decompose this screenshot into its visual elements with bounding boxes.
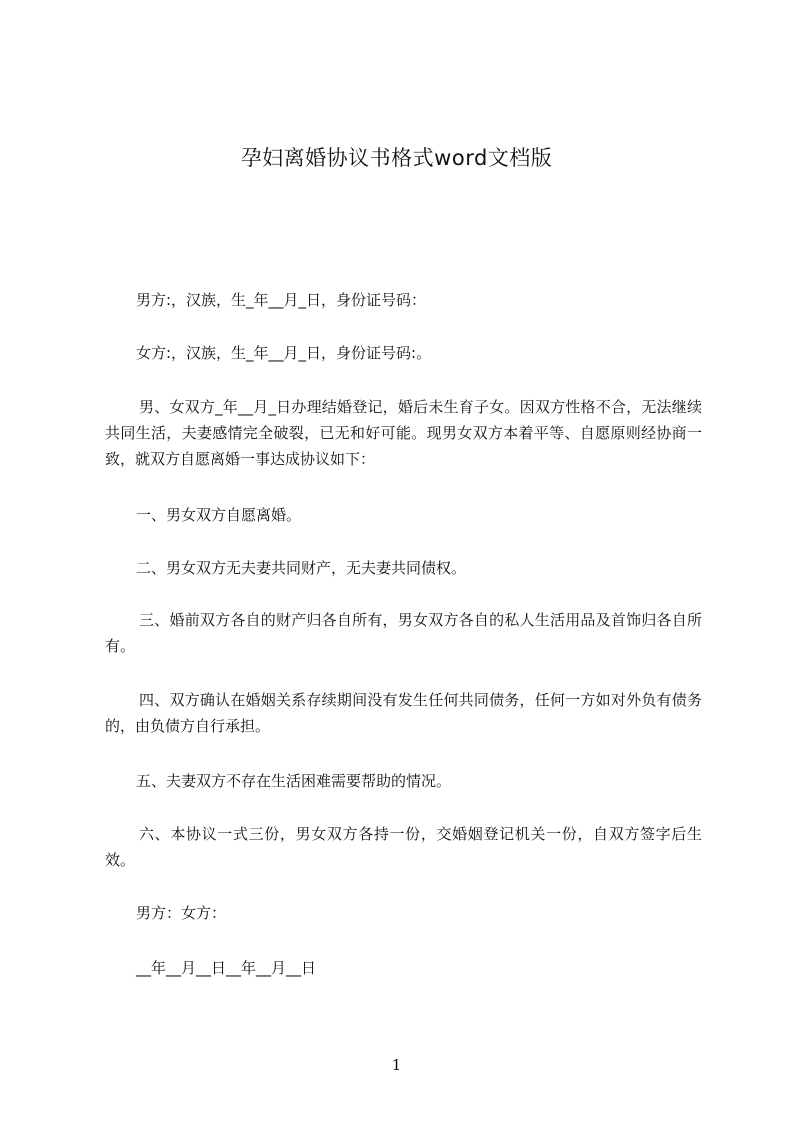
clause-6: 六、本协议一式三份，男女双方各持一份，交婚姻登记机关一份，自双方签字后生效。 [105,825,702,869]
marriage-background: 男、女双方_年__月_日办理结婚登记，婚后未生育子女。因双方性格不合，无法继续共同生活，夫妻感情完全破裂，已无和好可能。现男女双方本着平等、自愿原则经协商一致，就双方自愿离婚一事达成协议如下： [105,398,702,468]
document-title: 孕妇离婚协议书格式word文档版 [240,146,553,170]
signature-line: 男方：女方： [136,904,227,922]
page-number: 1 [391,1056,402,1074]
clause-3: 三、婚前双方各自的财产归各自所有，男女双方各自的私人生活用品及首饰归各自所有。 [105,611,702,655]
party-female-info: 女方:，汉族，生_年__月_日，身份证号码:。 [136,344,432,362]
date-line: __年__月__日__年__月__日 [136,959,317,977]
clause-1: 一、男女双方自愿离婚。 [136,506,302,524]
clause-4: 四、双方确认在婚姻关系存续期间没有发生任何共同债务，任何一方如对外负有债务的，由负债方自行承担。 [105,691,702,735]
clause-2: 二、男女双方无夫妻共同财产，无夫妻共同债权。 [136,559,467,577]
party-male-info: 男方:，汉族，生_年__月_日，身份证号码： [136,291,427,309]
clause-5: 五、夫妻双方不存在生活困难需要帮助的情况。 [136,772,452,790]
